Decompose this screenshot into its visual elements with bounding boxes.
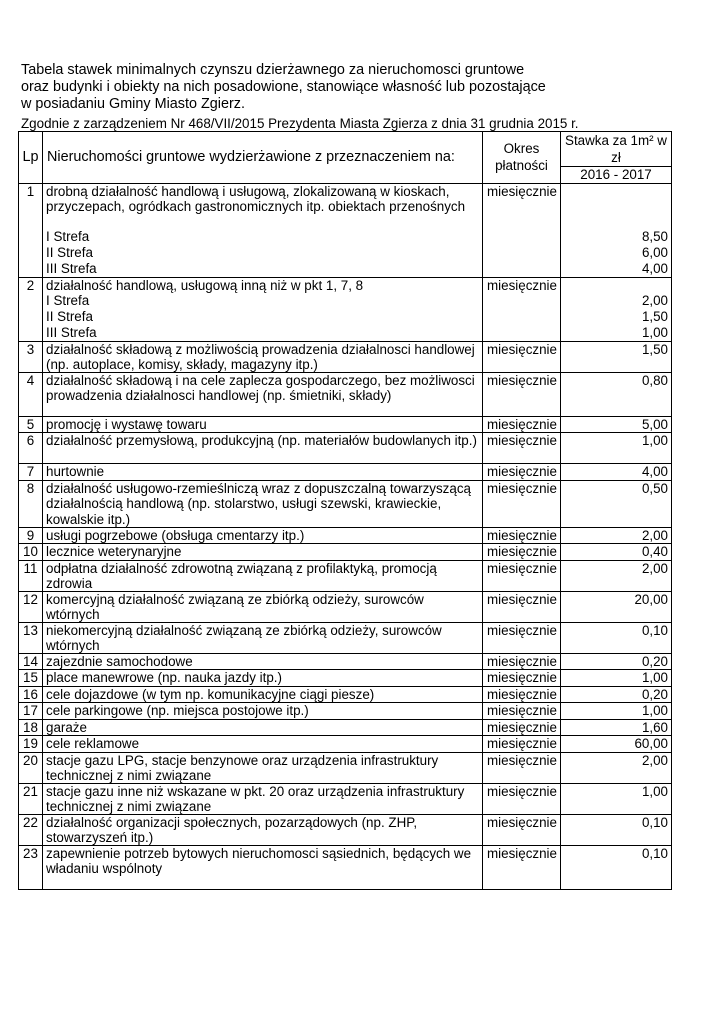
table-row [19,845,672,889]
row-rate: 2,00 [561,527,672,544]
row-description [43,845,483,889]
table-row [19,277,672,293]
row-payment-period: miesięcznie [483,653,561,670]
row-description-text: działalność handlową, usługową inną niż w pkt 1, 7, 8 [46,277,364,293]
row-description [43,703,483,720]
row-description-text: stacje gazu inne niż wskazane w pkt. 20 oraz urządzenia infrastruktury technicznej z nimi związane [46,783,465,814]
row-rate: 4,00 [561,464,672,481]
table-row [19,703,672,720]
table-row [19,183,672,229]
row-description [43,433,483,464]
row-description-text: działalność organizacji społecznych, pozarządowych (np. ZHP, stowarzyszeń itp.) [46,814,418,845]
row-number: 15 [19,670,43,687]
row-rate: 2,00 [561,560,672,591]
zone-subrow [19,229,672,245]
table-row [19,591,672,622]
table-row [19,433,672,464]
title-line: w posiadaniu Gminy Miasto Zgierz. [21,96,245,112]
row-rate: 1,00 [561,783,672,814]
row-payment-period: miesięcznie [483,686,561,703]
zone-rate: 4,00 [561,261,672,277]
row-number: 11 [19,560,43,591]
row-description-text: odpłatna działalność zdrowotną związaną z profilaktyką, promocją zdrowia [46,560,437,591]
row-number: 17 [19,703,43,720]
row-description [43,736,483,753]
row-number: 21 [19,783,43,814]
row-description-text: zajezdnie samochodowe [46,653,193,669]
row-rate: 1,50 [561,341,672,372]
row-number: 14 [19,653,43,670]
row-payment-period: miesięcznie [483,464,561,481]
row-rate: 0,80 [561,372,672,416]
header-okres-line1: Okres [503,141,540,157]
row-number: 19 [19,736,43,753]
row-rate: 1,60 [561,719,672,736]
row-payment-period: miesięcznie [483,341,561,372]
table-row [19,752,672,783]
zone-label: I Strefa [43,293,483,309]
row-description-text: cele parkingowe (np. miejsca postojowe itp.) [46,703,309,718]
table-row [19,372,672,416]
row-description [43,814,483,845]
rates-table [18,131,672,890]
row-description-text: cele dojazdowe (w tym np. komunikacyjne ciągi piesze) [46,686,375,702]
row-rate: 0,20 [561,686,672,703]
row-rate: 2,00 [561,752,672,783]
row-rate: 0,10 [561,814,672,845]
header-lp: Lp [19,132,43,184]
row-description [43,527,483,544]
row-rate: 20,00 [561,591,672,622]
row-number: 12 [19,591,43,622]
row-number: 16 [19,686,43,703]
row-number: 23 [19,845,43,889]
table-row [19,736,672,753]
row-payment-period: miesięcznie [483,544,561,561]
row-description-text: garaże [46,719,87,735]
zone-label: II Strefa [43,309,483,325]
row-number: 22 [19,814,43,845]
row-number: 4 [19,372,43,416]
row-payment-period: miesięcznie [483,416,561,433]
row-description [43,480,483,527]
zone-rate: 8,50 [561,229,672,245]
row-description [43,752,483,783]
row-number: 1 [19,183,43,277]
header-description: Nieruchomości gruntowe wydzierżawione z przeznaczeniem na: [43,132,483,184]
table-row [19,814,672,845]
row-description [43,783,483,814]
row-payment-period: miesięcznie [483,703,561,720]
row-payment-period: miesięcznie [483,433,561,464]
row-rate [561,277,672,293]
row-description-text: drobną działalność handlową i usługową, zlokalizowaną w kioskach, przyczepach, ogródkach gastronomicznych itp. obiektach przenośnych [46,183,466,214]
table-row [19,622,672,653]
row-description [43,719,483,736]
row-description-text: lecznice weterynaryjne [46,544,182,559]
row-number: 7 [19,464,43,481]
row-description-text: działalność składową i na cele zaplecza gospodarczego, bez możliwosci prowadzenia działalnosci handlowej (np. śmietniki, składy) [46,372,475,403]
row-description [43,560,483,591]
zone-label: III Strefa [43,261,483,277]
zone-subrow [19,293,672,309]
row-rate: 0,10 [561,622,672,653]
table-row [19,719,672,736]
header-okres [483,132,561,184]
row-description-text: niekomercyjną działalność związaną ze zbiórką odzieży, surowców wtórnych [46,622,442,653]
row-description [43,653,483,670]
zone-label: III Strefa [43,325,483,341]
row-description [43,372,483,416]
row-description-text: place manewrowe (np. nauka jazdy itp.) [46,670,282,685]
table-row [19,416,672,433]
document-subtitle: Zgodnie z zarządzeniem Nr 468/VII/2015 Prezydenta Miasta Zgierza z dnia 31 grudnia 2015 r. [21,116,579,131]
table-row [19,670,672,687]
zone-subrow [19,261,672,277]
row-payment-period: miesięcznie [483,277,561,341]
row-number: 13 [19,622,43,653]
row-payment-period: miesięcznie [483,752,561,783]
row-payment-period: miesięcznie [483,622,561,653]
table-row [19,527,672,544]
row-description-text: stacje gazu LPG, stacje benzynowe oraz urządzenia infrastruktury technicznej z nimi związane [46,752,439,783]
row-description-text: komercyjną działalność związaną ze zbiórką odzieży, surowców wtórnych [46,591,424,622]
row-number: 10 [19,544,43,561]
row-rate [561,183,672,229]
row-payment-period: miesięcznie [483,372,561,416]
row-description-text: działalność usługowo-rzemieślniczą wraz z dopuszczalną towarzyszącą działalnością handlową (np. stolarstwo, usługi szewski, krawieckie, kowalskie itp.) [46,480,471,527]
row-number: 5 [19,416,43,433]
row-description [43,622,483,653]
row-rate: 1,00 [561,670,672,687]
row-rate: 5,00 [561,416,672,433]
row-payment-period: miesięcznie [483,783,561,814]
row-payment-period: miesięcznie [483,183,561,277]
row-description [43,183,483,229]
row-rate: 1,00 [561,703,672,720]
zone-rate: 6,00 [561,245,672,261]
zone-subrow [19,245,672,261]
row-rate: 0,10 [561,845,672,889]
row-description-text: działalność składową z możliwością prowadzenia działalnosci handlowej (np. autoplace, komisy, składy, magazyny itp.) [46,341,475,372]
header-stawka-line2: zł [611,150,621,165]
row-description-text: usługi pogrzebowe (obsługa cmentarzy itp.) [46,527,305,543]
row-description-text: hurtownie [46,464,105,479]
row-payment-period: miesięcznie [483,736,561,753]
row-description [43,277,483,293]
zone-subrow [19,309,672,325]
row-description [43,686,483,703]
table-row [19,544,672,561]
header-stawka-line1: Stawka za 1m² w [565,133,667,148]
row-payment-period: miesięcznie [483,527,561,544]
rates-table-body [19,183,672,889]
row-description [43,341,483,372]
document-title [21,62,711,113]
zone-rate: 2,00 [561,293,672,309]
title-line: Tabela stawek minimalnych czynszu dzierżawnego za nieruchomosci gruntowe [21,62,525,78]
row-payment-period: miesięcznie [483,480,561,527]
row-payment-period: miesięcznie [483,814,561,845]
zone-subrow [19,325,672,341]
row-number: 9 [19,527,43,544]
row-description [43,670,483,687]
row-payment-period: miesięcznie [483,670,561,687]
header-years: 2016 - 2017 [561,167,672,184]
row-description [43,464,483,481]
table-row [19,341,672,372]
header-stawka [561,132,672,167]
row-description [43,544,483,561]
row-number: 8 [19,480,43,527]
row-description-text: działalność przemysłową, produkcyjną (np. materiałów budowlanych itp.) [46,433,477,448]
title-line: oraz budynki i obiekty na nich posadowione, stanowiące własność lub pozostające [21,79,546,95]
zone-label: I Strefa [43,229,483,245]
zone-rate: 1,50 [561,309,672,325]
row-rate: 0,20 [561,653,672,670]
row-payment-period: miesięcznie [483,719,561,736]
table-row [19,464,672,481]
table-row [19,560,672,591]
table-row [19,653,672,670]
row-payment-period: miesięcznie [483,591,561,622]
row-description-text: promocję i wystawę towaru [46,416,207,432]
row-description [43,416,483,433]
row-number: 3 [19,341,43,372]
row-rate: 1,00 [561,433,672,464]
row-description [43,591,483,622]
header-okres-line2: płatności [495,158,548,174]
row-payment-period: miesięcznie [483,560,561,591]
row-number: 20 [19,752,43,783]
table-row [19,783,672,814]
zone-rate: 1,00 [561,325,672,341]
row-number: 2 [19,277,43,341]
row-rate: 0,40 [561,544,672,561]
row-description-text: cele reklamowe [46,736,140,751]
row-rate: 60,00 [561,736,672,753]
row-rate: 0,50 [561,480,672,527]
row-payment-period: miesięcznie [483,845,561,889]
table-row [19,686,672,703]
table-row [19,480,672,527]
zone-label: II Strefa [43,245,483,261]
row-number: 18 [19,719,43,736]
row-number: 6 [19,433,43,464]
row-description-text: zapewnienie potrzeb bytowych nieruchomosci sąsiednich, będących we władaniu wspólnoty [46,845,472,876]
